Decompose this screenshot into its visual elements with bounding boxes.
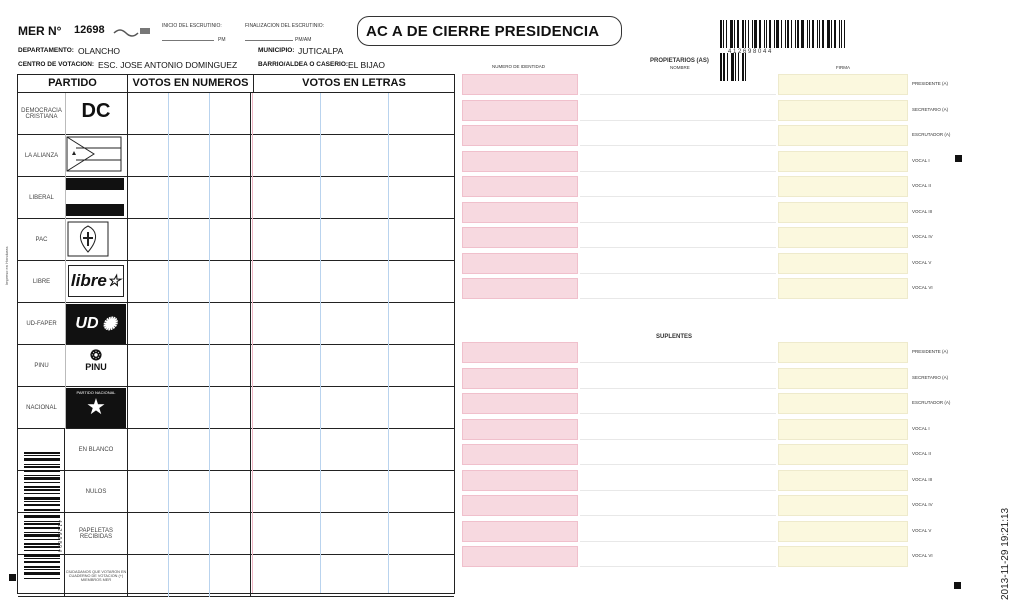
document-title: AC A DE CIERRE PRESIDENCIA <box>357 16 622 46</box>
pinu-logo-icon: ❂ PINU <box>85 347 107 372</box>
col-letras-header: VOTOS EN LETRAS <box>254 75 454 93</box>
votos-numeros-cell[interactable] <box>210 555 251 597</box>
party-name: UD-FAPER <box>18 303 66 345</box>
votos-numeros-cell[interactable] <box>210 471 251 513</box>
nombre-field[interactable] <box>580 94 776 95</box>
identidad-field[interactable] <box>462 227 578 248</box>
nombre-field[interactable] <box>580 298 776 299</box>
col-partido-header: PARTIDO <box>18 75 128 93</box>
letras-guide <box>388 93 389 593</box>
barrio-label: BARRIO/ALDEA O CASERIO: <box>258 61 349 68</box>
party-logo-cell <box>66 94 126 134</box>
votos-numeros-cell[interactable] <box>169 93 210 135</box>
votos-numeros-cell[interactable] <box>128 177 169 219</box>
left-barcode-number: 4 1 2 6 9 8 0 4 <box>56 520 62 552</box>
inicio-label: INICIO DEL ESCRUTINIO: <box>162 23 222 29</box>
identidad-field[interactable] <box>462 100 578 121</box>
firma-field[interactable] <box>778 100 908 121</box>
nombre-field[interactable] <box>580 171 776 172</box>
registration-mark-bottom-left <box>9 574 16 581</box>
party-name: DEMOCRACIA CRISTIANA <box>18 93 66 135</box>
mer-label: MER N° <box>18 24 62 38</box>
firma-field[interactable] <box>778 470 908 491</box>
votos-letras-cell[interactable] <box>254 471 454 513</box>
role-label: VOCAL I <box>912 157 930 163</box>
party-logo-cell <box>66 388 126 428</box>
votos-numeros-cell[interactable] <box>128 429 169 471</box>
party-logo-cell <box>66 178 126 218</box>
mer-number: 12698 <box>74 24 105 36</box>
identidad-field[interactable] <box>462 419 578 440</box>
firma-field[interactable] <box>778 419 908 440</box>
votos-letras-cell[interactable] <box>254 513 454 555</box>
firma-field[interactable] <box>778 546 908 567</box>
firma-field[interactable] <box>778 227 908 248</box>
alianza-logo-icon <box>66 136 122 172</box>
extra-row-label: PAPELETAS RECIBIDAS <box>78 528 114 540</box>
nombre-field[interactable] <box>580 222 776 223</box>
nombre-field[interactable] <box>580 464 776 465</box>
nombre-field[interactable] <box>580 362 776 363</box>
propietarios-label: PROPIETARIOS (AS) <box>650 58 709 64</box>
votos-numeros-cell[interactable] <box>169 471 210 513</box>
identidad-field[interactable] <box>462 470 578 491</box>
role-label: ESCRUTADOR (A) <box>912 400 951 405</box>
votos-letras-cell[interactable] <box>254 219 454 261</box>
nombre-field[interactable] <box>580 388 776 389</box>
firma-field[interactable] <box>778 253 908 274</box>
pac-logo-icon <box>66 220 110 258</box>
finalizacion-line[interactable] <box>245 40 293 41</box>
nombre-field[interactable] <box>580 247 776 248</box>
firma-field[interactable] <box>778 393 908 414</box>
votos-numeros-cell[interactable] <box>169 345 210 387</box>
firma-field[interactable] <box>778 202 908 223</box>
nombre-label: NOMBRE <box>670 65 690 70</box>
role-label: VOCAL VI <box>912 553 933 558</box>
nombre-field[interactable] <box>580 566 776 567</box>
registration-mark-bottom-right <box>954 582 961 589</box>
identidad-field[interactable] <box>462 521 578 542</box>
nombre-field[interactable] <box>580 439 776 440</box>
firma-field[interactable] <box>778 278 908 299</box>
firma-label: FIRMA <box>836 65 850 70</box>
votos-numeros-cell[interactable] <box>210 135 251 177</box>
role-label: SECRETARIO (A) <box>912 374 949 380</box>
identidad-field[interactable] <box>462 176 578 197</box>
votos-letras-cell[interactable] <box>254 135 454 177</box>
vertical-print-note: Impreso en Honduras <box>4 246 9 285</box>
municipio-label: MUNICIPIO: <box>258 47 295 54</box>
firma-field[interactable] <box>778 368 908 389</box>
votos-numeros-cell[interactable] <box>169 135 210 177</box>
pm-label: PM <box>218 37 226 43</box>
party-name: NACIONAL <box>18 387 66 429</box>
role-label: VOCAL V <box>912 527 932 533</box>
nombre-field[interactable] <box>580 413 776 414</box>
liberal-logo-icon <box>66 178 124 216</box>
votos-numeros-cell[interactable] <box>210 429 251 471</box>
identidad-field[interactable] <box>462 393 578 414</box>
role-label: ESCRUTADOR (A) <box>912 132 951 137</box>
nombre-field[interactable] <box>580 490 776 491</box>
departamento-value: OLANCHO <box>78 46 121 56</box>
col-numeros-header: VOTOS EN NUMEROS <box>128 75 254 93</box>
nombre-field[interactable] <box>580 120 776 121</box>
votos-numeros-cell[interactable] <box>128 387 169 429</box>
votos-numeros-cell[interactable] <box>210 219 251 261</box>
nacional-logo-icon: PARTIDO NACIONAL ★ <box>66 388 126 428</box>
firma-field[interactable] <box>778 176 908 197</box>
numero-identidad-label: NUMERO DE IDENTIDAD <box>492 64 546 69</box>
votos-numeros-cell[interactable] <box>169 429 210 471</box>
firma-field[interactable] <box>778 521 908 542</box>
votos-letras-cell[interactable] <box>254 177 454 219</box>
votos-numeros-cell[interactable] <box>128 93 169 135</box>
role-label: PRESIDENTE (A) <box>912 349 949 354</box>
votos-letras-cell[interactable] <box>254 303 454 345</box>
votos-numeros-cell[interactable] <box>128 555 169 597</box>
votos-numeros-cell[interactable] <box>210 387 251 429</box>
tse-logo-icon <box>112 24 152 36</box>
nombre-field[interactable] <box>580 515 776 516</box>
role-label: VOCAL IV <box>912 234 933 239</box>
pink-guide <box>252 93 253 593</box>
votos-numeros-cell[interactable] <box>210 345 251 387</box>
identidad-field[interactable] <box>462 125 578 146</box>
identidad-field[interactable] <box>462 342 578 363</box>
votos-numeros-cell[interactable] <box>169 513 210 555</box>
votos-letras-cell[interactable] <box>254 387 454 429</box>
extra-row-label: CIUDADANOS QUE VOTARON EN CUADERNO DE VOTACION (+) MIEMBROS MER <box>65 570 127 582</box>
ud-logo-icon: UD ✺ <box>66 304 126 344</box>
votos-numeros-cell[interactable] <box>169 219 210 261</box>
role-label: VOCAL VI <box>912 285 933 290</box>
firma-field[interactable] <box>778 342 908 363</box>
extra-row-label: EN BLANCO <box>78 447 114 453</box>
finalizacion-label: FINALIZACION DEL ESCRUTINIO: <box>245 23 324 29</box>
votos-numeros-cell[interactable] <box>169 261 210 303</box>
firma-field[interactable] <box>778 495 908 516</box>
identidad-field[interactable] <box>462 495 578 516</box>
votos-numeros-cell[interactable] <box>128 471 169 513</box>
party-logo-cell <box>66 220 126 260</box>
centro-value: ESC. JOSE ANTONIO DOMINGUEZ <box>98 60 238 70</box>
role-label: VOCAL III <box>912 208 933 214</box>
extra-row-label: NULOS <box>85 489 107 495</box>
top-barcode-number: 4 1 2 6 9 8 0 4 4 <box>728 49 772 55</box>
left-barcode-icon <box>24 452 60 568</box>
votos-letras-cell[interactable] <box>254 93 454 135</box>
departamento-label: DEPARTAMENTO: <box>18 47 74 54</box>
party-logo-cell <box>66 304 126 344</box>
role-label: VOCAL I <box>912 425 930 431</box>
role-label: VOCAL V <box>912 259 932 265</box>
party-name: LIBRE <box>18 261 66 303</box>
votos-numeros-cell[interactable] <box>169 555 210 597</box>
party-logo-cell <box>66 346 126 386</box>
role-label: VOCAL IV <box>912 502 933 507</box>
votos-numeros-cell[interactable] <box>210 303 251 345</box>
votes-table <box>17 74 455 594</box>
votos-numeros-cell[interactable] <box>128 261 169 303</box>
identidad-field[interactable] <box>462 278 578 299</box>
registration-mark-right <box>955 155 962 162</box>
role-label: VOCAL II <box>912 183 931 188</box>
timestamp: 2013-11-29 19:21:13 <box>1000 507 1011 600</box>
suplentes-label: SUPLENTES <box>656 334 693 340</box>
votos-numeros-cell[interactable] <box>128 345 169 387</box>
votos-numeros-cell[interactable] <box>210 513 251 555</box>
municipio-value: JUTICALPA <box>298 46 344 56</box>
firma-field[interactable] <box>778 74 908 95</box>
dc-logo-icon: DC <box>81 100 111 122</box>
nombre-field[interactable] <box>580 273 776 274</box>
votos-numeros-cell[interactable] <box>210 261 251 303</box>
firma-field[interactable] <box>778 444 908 465</box>
identidad-field[interactable] <box>462 253 578 274</box>
party-name: PINU <box>18 345 66 387</box>
party-logo-cell <box>66 136 126 176</box>
firma-field[interactable] <box>778 151 908 172</box>
role-label: SECRETARIO (A) <box>912 106 949 112</box>
votos-numeros-cell[interactable] <box>128 303 169 345</box>
votos-numeros-cell[interactable] <box>169 303 210 345</box>
centro-label: CENTRO DE VOTACION: <box>18 61 95 68</box>
identidad-field[interactable] <box>462 368 578 389</box>
firma-field[interactable] <box>778 125 908 146</box>
votos-letras-cell[interactable] <box>254 345 454 387</box>
nombre-field[interactable] <box>580 196 776 197</box>
votos-numeros-cell[interactable] <box>210 93 251 135</box>
votos-numeros-cell[interactable] <box>128 219 169 261</box>
votos-letras-cell[interactable] <box>254 555 454 597</box>
party-name: PAC <box>18 219 66 261</box>
role-label: VOCAL III <box>912 476 933 482</box>
barrio-value: EL BIJAO <box>348 60 386 70</box>
identidad-field[interactable] <box>462 202 578 223</box>
pmam-label: PM/AM <box>295 37 312 43</box>
letras-guide <box>320 93 321 593</box>
top-barcode-icon <box>720 20 848 48</box>
identidad-field[interactable] <box>462 74 578 95</box>
votos-letras-cell[interactable] <box>254 429 454 471</box>
party-name: LIBERAL <box>18 177 66 219</box>
libre-logo-icon: libre ☆ <box>68 265 124 297</box>
votos-numeros-cell[interactable] <box>169 387 210 429</box>
party-logo-cell <box>66 262 126 302</box>
nombre-field[interactable] <box>580 541 776 542</box>
votos-numeros-cell[interactable] <box>128 513 169 555</box>
votos-numeros-cell[interactable] <box>210 177 251 219</box>
inicio-line[interactable] <box>162 40 214 41</box>
role-label: VOCAL II <box>912 451 931 456</box>
role-label: PRESIDENTE (A) <box>912 81 949 86</box>
votos-numeros-cell[interactable] <box>169 177 210 219</box>
identidad-field[interactable] <box>462 151 578 172</box>
identidad-field[interactable] <box>462 444 578 465</box>
votos-numeros-cell[interactable] <box>128 135 169 177</box>
party-name: LA ALIANZA <box>18 135 66 177</box>
nombre-field[interactable] <box>580 145 776 146</box>
identidad-field[interactable] <box>462 546 578 567</box>
votos-letras-cell[interactable] <box>254 261 454 303</box>
